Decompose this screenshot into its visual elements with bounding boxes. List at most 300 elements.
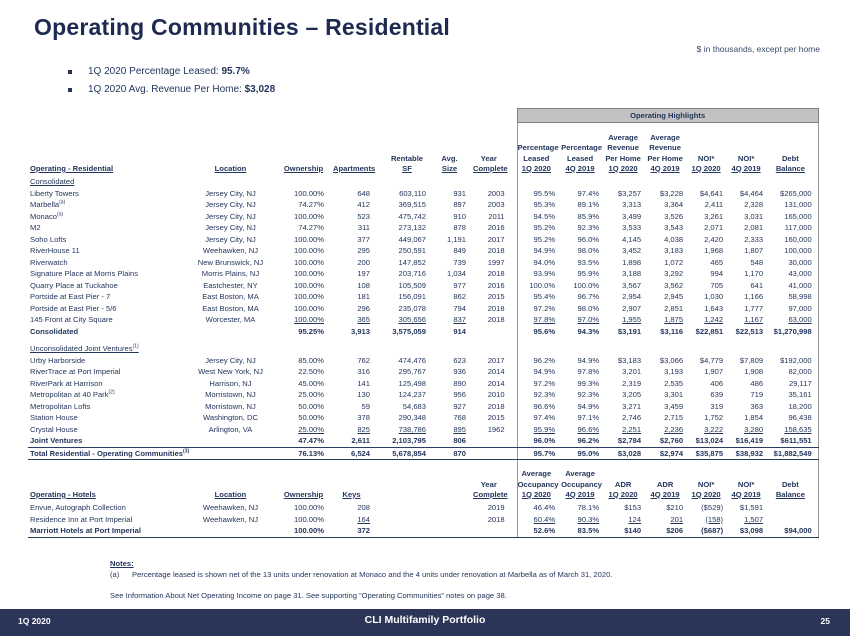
cell: Jersey City, NJ — [205, 188, 256, 198]
cell: ($687) — [689, 525, 729, 537]
cell: $3,098 — [729, 525, 769, 537]
cell: $153 — [624, 503, 642, 512]
cell: 208 — [357, 503, 370, 512]
cell: 98.0% — [577, 303, 600, 313]
cell: 25.00% — [298, 424, 324, 434]
cell: 2016 — [487, 223, 505, 232]
cell: 910 — [453, 211, 466, 221]
cell: 1962 — [487, 424, 505, 434]
cell: 96.6% — [577, 424, 600, 434]
cell: Total Residential - Operating Communities$^{(3)}$ — [30, 447, 190, 458]
cell: 95.7% — [517, 447, 561, 460]
table-row — [28, 211, 818, 223]
cell: 465 — [710, 257, 724, 267]
cell: 181 — [357, 292, 370, 301]
cell: 914 — [453, 326, 466, 336]
cell: 1,643 — [704, 303, 724, 313]
cell: 1,072 — [664, 257, 684, 267]
table-row — [28, 291, 818, 303]
cell: 705 — [710, 280, 724, 290]
cell: 2003 — [487, 200, 505, 209]
cell: 2,715 — [664, 413, 684, 422]
header-cell: Ownership — [283, 163, 324, 173]
cell — [729, 343, 769, 355]
cell: 95.25% — [298, 326, 324, 336]
cell: 2,236 — [664, 424, 684, 434]
cell: 100.00% — [294, 188, 324, 198]
cell: 54,683 — [402, 401, 426, 411]
cell: 58,998 — [769, 291, 818, 303]
cell — [473, 525, 517, 537]
cell: 6,524 — [333, 447, 388, 460]
cell: 825 — [357, 424, 370, 434]
cell: 1,170 — [744, 269, 764, 278]
cell: 2018 — [487, 315, 505, 324]
cell: 273,132 — [398, 223, 426, 232]
cell: 100.00% — [294, 315, 324, 324]
cell: 97.8% — [577, 367, 600, 376]
cell: 1,908 — [744, 367, 764, 376]
operating-table-wrap — [28, 108, 819, 538]
cell: 45.00% — [298, 378, 324, 388]
cell: 97.4% — [577, 188, 600, 198]
cell: 97.8% — [517, 314, 561, 326]
cell — [473, 326, 517, 338]
cell: 365 — [357, 315, 370, 324]
cell: 2,907 — [622, 303, 642, 313]
cell: 641 — [750, 280, 764, 290]
cell: $94,000 — [769, 525, 818, 537]
cell: 96.6% — [517, 401, 561, 413]
cell: 2015 — [487, 413, 505, 422]
cell: 1,507 — [744, 514, 764, 524]
cell: 3,533 — [622, 223, 642, 232]
units-note: $ in thousands, except per home — [696, 44, 820, 54]
cell — [178, 326, 283, 338]
cell — [178, 447, 283, 460]
cell: Station House — [30, 413, 78, 422]
cell: 406 — [710, 378, 724, 388]
cell: 22.50% — [298, 367, 324, 376]
cell: $3,116 — [660, 326, 684, 336]
cell: $3,183 — [617, 355, 642, 365]
cell: 2017 — [487, 355, 505, 365]
cell: 1,907 — [704, 367, 724, 376]
cell — [769, 176, 818, 188]
cell: 131,000 — [769, 199, 818, 211]
cell: 93.9% — [517, 268, 561, 280]
cell: $1,270,998 — [769, 326, 818, 338]
cell: 130 — [357, 390, 370, 399]
cell: 378 — [357, 413, 370, 422]
cell: 100.00% — [294, 269, 324, 278]
cell — [178, 525, 283, 537]
cell: 316 — [357, 367, 370, 376]
cell: 931 — [453, 188, 466, 198]
cell: 3,499 — [622, 211, 642, 221]
table-row — [28, 176, 818, 188]
cell: 3,567 — [622, 280, 642, 290]
cell: 956 — [453, 390, 466, 399]
cell: 97.2% — [517, 303, 561, 315]
cell: $206 — [647, 525, 689, 537]
header-cell: Percentage Leased 4Q 2019 — [561, 143, 603, 173]
cell: 97.1% — [577, 413, 600, 422]
cell: 60.4% — [517, 514, 561, 526]
cell: 3,364 — [664, 200, 684, 209]
cell — [433, 525, 473, 537]
cell: 3,913 — [350, 326, 370, 336]
cell: 3,193 — [664, 367, 684, 376]
table-row — [28, 280, 818, 292]
cell: 3,261 — [704, 211, 724, 221]
cell: 94.0% — [517, 257, 561, 269]
cell: RiverTrace at Port Imperial — [30, 367, 121, 376]
cell: 2016 — [487, 280, 505, 290]
cell — [769, 514, 818, 526]
cell: Residence Inn at Port Imperial — [30, 514, 133, 524]
cell: Weehawken, NJ — [202, 514, 259, 524]
cell: 46.4% — [517, 502, 561, 514]
footer-title: CLI Multifamily Portfolio — [364, 614, 486, 626]
cell: 2,071 — [704, 223, 724, 232]
cell: 2,420 — [704, 234, 724, 244]
cell: 806 — [433, 435, 473, 447]
cell: 2019 — [487, 503, 505, 512]
cell: $2,974 — [647, 447, 689, 460]
cell: 96.2% — [561, 435, 605, 447]
operating-highlights-banner: Operating Highlights — [517, 109, 818, 123]
cell: 100.00% — [294, 246, 324, 255]
table-row — [28, 268, 818, 280]
cell: 3,575,059 — [392, 326, 426, 336]
cell — [388, 514, 433, 526]
bullet-item — [68, 84, 275, 95]
header-cell: Apartments — [333, 163, 376, 173]
cell: 63,000 — [769, 314, 818, 326]
cell: Consolidated — [30, 177, 75, 186]
cell — [647, 343, 689, 355]
cell: 95.9% — [577, 269, 600, 278]
cell: 100.00% — [294, 292, 324, 301]
cell: 82,000 — [769, 366, 818, 378]
header-cell: Location — [214, 489, 247, 499]
cell: 639 — [710, 390, 724, 399]
cell: 95.3% — [517, 199, 561, 211]
cell: 96,438 — [769, 412, 818, 424]
cell: 100.00% — [294, 234, 324, 244]
cell — [283, 176, 333, 188]
table-row — [28, 366, 818, 378]
cell: West New York, NJ — [198, 367, 263, 376]
cell — [178, 435, 283, 447]
cell: 74.27% — [298, 200, 324, 209]
cell: Joint Ventures — [28, 435, 178, 447]
cell — [561, 176, 605, 188]
cell: $3,191 — [617, 326, 642, 336]
bullet-item — [68, 66, 275, 77]
cell: 2011 — [488, 211, 505, 221]
cell: 2,328 — [744, 200, 764, 209]
cell: 52.6% — [517, 525, 561, 537]
cell: 890 — [453, 378, 466, 388]
table-row — [28, 245, 818, 257]
cell: 3,271 — [622, 401, 642, 411]
cell — [28, 109, 517, 123]
cell: 76.13% — [283, 447, 333, 460]
cell: Portside at East Pier - 5/6 — [30, 303, 117, 313]
cell — [517, 176, 561, 188]
cell: East Boston, MA — [202, 303, 259, 313]
footer-quarter: 1Q 2020 — [18, 616, 51, 626]
cell: 74.27% — [298, 223, 324, 232]
table-row — [28, 389, 818, 401]
cell: Weehawken, NJ — [202, 246, 259, 255]
header-cell: NOI* 4Q 2019 — [731, 479, 761, 499]
cell: 895 — [453, 424, 466, 434]
cell: 1997 — [487, 257, 505, 267]
cell: 738,786 — [398, 424, 426, 434]
header-cell: Debt Balance — [769, 123, 818, 177]
cell: 92.3% — [577, 223, 600, 232]
banner-row — [28, 109, 818, 123]
cell: 99.3% — [577, 378, 600, 388]
operating-table — [28, 108, 819, 538]
cell: $192,000 — [769, 355, 818, 367]
cell: 4,038 — [664, 234, 684, 244]
cell: 100.00% — [294, 280, 324, 290]
cell: 475,742 — [398, 211, 426, 221]
cell: 164 — [357, 514, 370, 524]
cell: 2018 — [487, 303, 505, 313]
cell: 59 — [361, 401, 370, 411]
cell: Morristown, NJ — [205, 390, 256, 399]
cell: 2,103,795 — [388, 435, 433, 447]
cell: 1,875 — [664, 315, 684, 324]
cell — [605, 343, 647, 355]
cell: 158,635 — [769, 424, 818, 436]
cell: (158) — [705, 514, 724, 524]
cell: 762 — [357, 355, 370, 365]
cell — [561, 343, 605, 355]
cell: Envue, Autograph Collection — [30, 503, 126, 512]
cell: 5,678,854 — [388, 447, 433, 460]
cell — [769, 343, 818, 355]
cell: 3,543 — [664, 223, 684, 232]
cell: 78.1% — [577, 503, 600, 512]
cell: $38,932 — [729, 447, 769, 460]
cell: 449,067 — [398, 234, 426, 244]
footer-page-number: 25 — [820, 616, 830, 626]
cell: $16,419 — [729, 435, 769, 447]
cell: $13,024 — [689, 435, 729, 447]
header-cell: Average Occupancy 4Q 2019 — [561, 469, 603, 499]
table-row — [28, 502, 818, 514]
cell: $140 — [605, 525, 647, 537]
cell: 50.00% — [298, 413, 324, 422]
cell: 2018 — [487, 246, 505, 255]
cell: 486 — [750, 378, 764, 388]
page-title: Operating Communities – Residential — [34, 14, 450, 40]
cell: $22,851 — [695, 326, 724, 336]
cell: 203,716 — [398, 269, 426, 278]
cell: Consolidated — [30, 326, 79, 336]
header-cell: Operating - Residential — [30, 163, 114, 173]
header-cell — [388, 460, 433, 503]
header-row — [28, 123, 818, 177]
cell: 92.3% — [517, 389, 561, 401]
cell: 296 — [357, 303, 370, 313]
cell: Jersey City, NJ — [205, 355, 256, 365]
header-cell: Ownership — [283, 489, 324, 499]
cell: 2,251 — [622, 424, 642, 434]
cell — [178, 343, 283, 355]
cell: 897 — [453, 200, 466, 209]
cell: $4,464 — [739, 188, 764, 198]
table-row — [28, 424, 818, 436]
cell — [647, 176, 689, 188]
cell: 41,000 — [769, 280, 818, 292]
cell: 100.0% — [517, 280, 561, 292]
cell: $265,000 — [769, 188, 818, 200]
cell: 3,313 — [622, 200, 642, 209]
table-row — [28, 234, 818, 246]
cell: 3,222 — [704, 424, 724, 434]
table-row — [28, 514, 818, 526]
cell: 100,000 — [769, 245, 818, 257]
cell — [433, 176, 473, 188]
cell: 3,031 — [744, 211, 764, 221]
cell: $3,028 — [605, 447, 647, 460]
header-cell: Operating - Hotels — [30, 489, 96, 499]
header-cell: Keys — [342, 489, 361, 499]
cell: 95.2% — [517, 222, 561, 234]
cell: 2010 — [487, 390, 505, 399]
cell: 100.00% — [294, 257, 324, 267]
cell: 95.0% — [561, 447, 605, 460]
cell: $7,809 — [739, 355, 764, 365]
cell: 878 — [453, 223, 466, 232]
cell: 94.9% — [517, 245, 561, 257]
cell: 35,161 — [769, 389, 818, 401]
table-row — [28, 326, 818, 338]
cell: 43,000 — [769, 268, 818, 280]
cell — [729, 176, 769, 188]
cell: 870 — [433, 447, 473, 460]
cell: Urby Harborside — [30, 355, 86, 365]
cell: 100.00% — [294, 514, 324, 524]
table-row — [28, 343, 818, 355]
cell: 97,000 — [769, 303, 818, 315]
cell: 3,459 — [664, 401, 684, 411]
cell: RiverPark at Harrison — [30, 378, 103, 388]
cell: 474,476 — [398, 355, 426, 365]
header-row — [28, 460, 818, 503]
header-cell: Debt Balance — [769, 460, 818, 503]
cell: Metropolitan at 40 Park$^{(2)}$ — [30, 389, 115, 399]
cell: 30,000 — [769, 257, 818, 269]
cell: Portside at East Pier - 7 — [30, 292, 111, 301]
cell: 3,280 — [744, 424, 764, 434]
cell — [769, 502, 818, 514]
cell: Crystal House — [30, 424, 78, 434]
cell: 623 — [453, 355, 466, 365]
cell: $4,641 — [699, 188, 724, 198]
cell: New Brunswick, NJ — [197, 257, 264, 267]
bullet-icon — [68, 88, 72, 92]
cell: 3,452 — [622, 246, 642, 255]
cell: 319 — [710, 401, 724, 411]
cell — [433, 514, 473, 526]
cell: 94.9% — [577, 401, 600, 411]
cell — [433, 502, 473, 514]
cell: 1,968 — [704, 246, 724, 255]
header-cell: NOI* 1Q 2020 — [691, 153, 721, 173]
header-cell: NOI* 1Q 2020 — [691, 479, 721, 499]
cell: 2017 — [487, 234, 505, 244]
cell: 739 — [453, 257, 466, 267]
cell: 94.9% — [577, 355, 600, 365]
cell: Marbella$^{(a)}$ — [30, 199, 66, 209]
cell: 117,000 — [769, 222, 818, 234]
cell: 295 — [357, 246, 370, 255]
cell: 4,145 — [622, 234, 642, 244]
cell: 18,200 — [769, 401, 818, 413]
table-row — [28, 188, 818, 200]
cell: Washington, DC — [202, 413, 258, 422]
cell: 1,242 — [704, 315, 724, 324]
table-row — [28, 257, 818, 269]
cell: Eastchester, NY — [203, 280, 258, 290]
footer-bar — [0, 609, 850, 636]
cell: 369,515 — [398, 200, 426, 209]
cell: 2003 — [487, 188, 505, 198]
cell: 1,030 — [704, 292, 724, 301]
cell: 235,078 — [398, 303, 426, 313]
header-cell: ADR 4Q 2019 — [650, 479, 680, 499]
cell: 100.00% — [294, 211, 324, 221]
cell: 29,117 — [769, 378, 818, 390]
cell: 2,851 — [664, 303, 684, 313]
cell: 1,166 — [744, 292, 764, 301]
cell: Liberty Towers — [30, 188, 79, 198]
cell — [283, 343, 333, 355]
cell: $3,066 — [659, 355, 684, 365]
cell: 95.4% — [517, 291, 561, 303]
cell: 794 — [453, 303, 466, 313]
table-row — [28, 412, 818, 424]
header-cell: Year Complete — [473, 479, 508, 499]
cell: 837 — [453, 315, 466, 324]
cell: 50.00% — [298, 401, 324, 411]
table-row — [28, 314, 818, 326]
cell: 124 — [628, 514, 642, 524]
table-row — [28, 199, 818, 211]
cell — [517, 343, 561, 355]
cell: 719 — [750, 390, 764, 399]
cell: 3,201 — [622, 367, 642, 376]
cell: $1,882,549 — [769, 447, 818, 460]
cell: 95.9% — [517, 424, 561, 436]
cell: 3,292 — [664, 269, 684, 278]
cell: 100.00% — [294, 503, 324, 512]
cell: Monaco$^{(a)}$ — [30, 210, 64, 221]
cell: $2,784 — [605, 435, 647, 447]
cell — [473, 343, 517, 355]
cell — [473, 447, 517, 460]
cell: 3,188 — [622, 269, 642, 278]
cell: Soho Lofts — [30, 234, 67, 244]
